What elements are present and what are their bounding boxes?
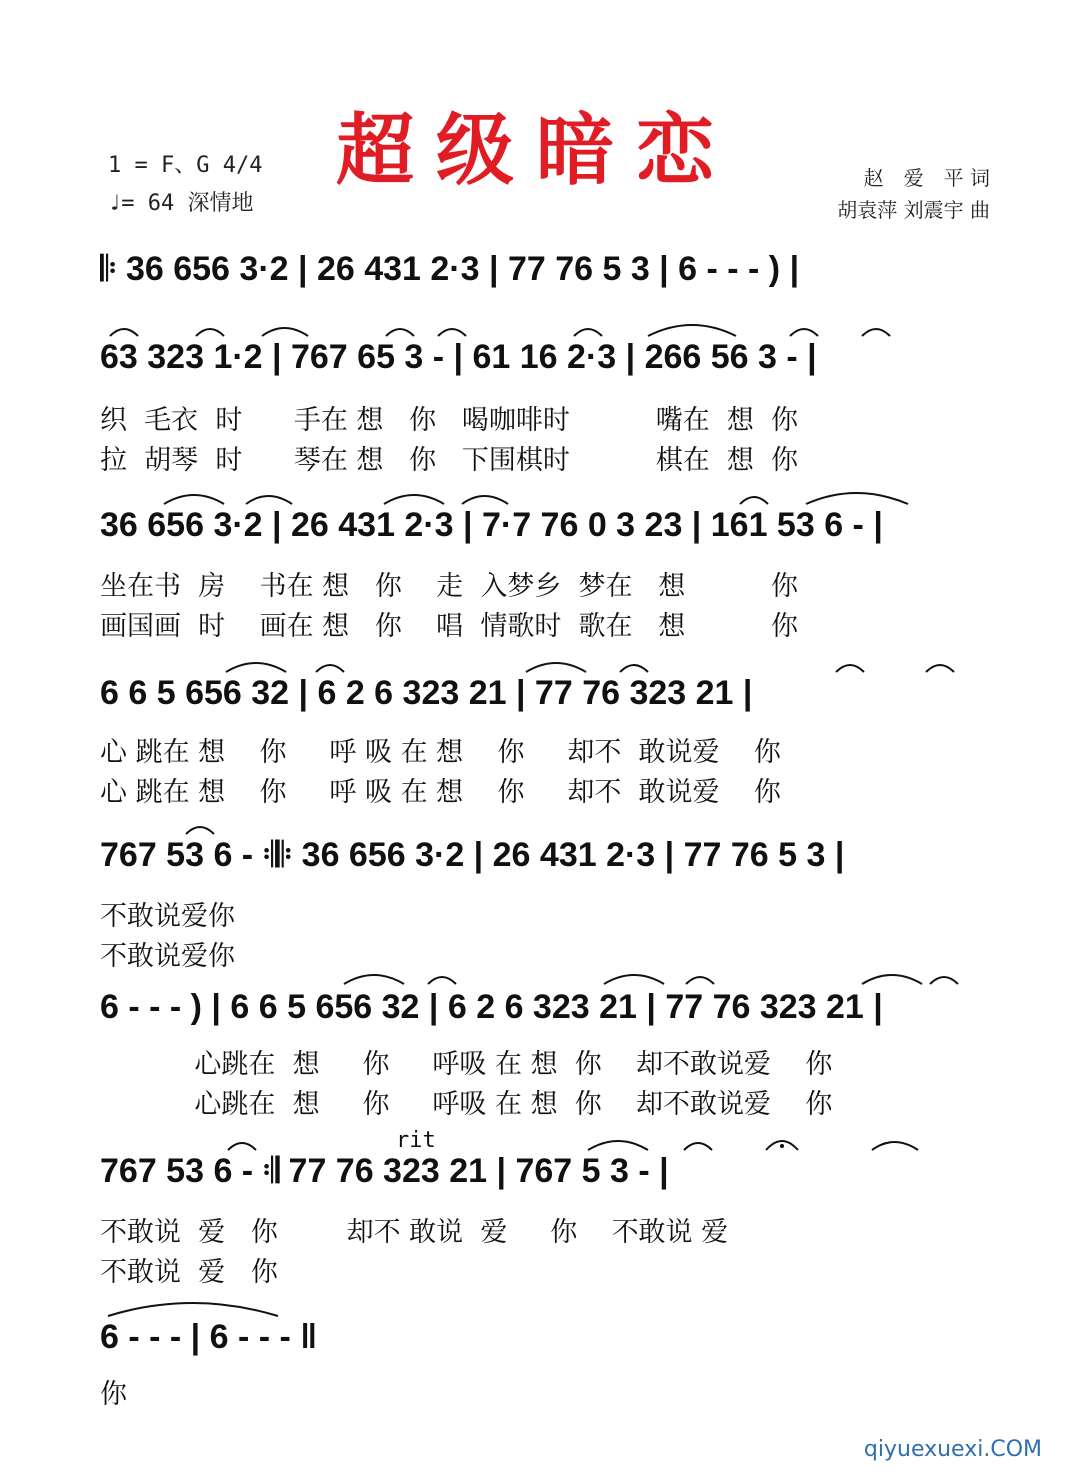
jianpu-notes: 36 656 3·2 | 26 431 2·3 | 7·7 76 0 3 23 | 161 53 6 - | <box>100 506 883 544</box>
jianpu-notes: 6 6 5 656 32 | 6 2 6 323 21 | 77 76 323 21 | <box>100 674 753 712</box>
slur-arc <box>588 1141 648 1150</box>
slur-arc <box>462 496 508 504</box>
jianpu-notes: 767 53 6 - 𝄇𝄆 36 656 3·2 | 26 431 2·3 | 77 76 5 3 | <box>100 836 845 874</box>
lyric-line: 不敢说爱你 <box>100 941 235 972</box>
fermata-dot <box>780 1144 784 1148</box>
slur-arc <box>686 977 714 984</box>
slur-arc <box>246 496 292 504</box>
lyric-line: 画国画 时 画在 想 你 唱 情歌时 歌在 想 你 <box>100 611 799 642</box>
slur-arc <box>790 329 818 336</box>
slur-arc <box>386 329 414 336</box>
jianpu-notes: 767 53 6 - 𝄇 77 76 323 21 | 767 5 3 - | <box>100 1152 669 1190</box>
jianpu-notes: 6 - - - ) | 6 6 5 656 32 | 6 2 6 323 21 | 77 76 323 21 | <box>100 988 883 1026</box>
lyric-line: 心跳在 想 你 呼吸 在 想 你 却不敢说爱 你 <box>100 1089 833 1120</box>
slur-arc <box>226 663 286 672</box>
slur-arc <box>836 665 864 672</box>
slur-arc <box>926 665 954 672</box>
page-title: 超级暗恋 <box>335 106 736 196</box>
slur-arc <box>164 495 224 504</box>
slur-arc <box>574 329 602 336</box>
lyric-line: 你 <box>100 1379 127 1410</box>
watermark: qiyuexuexi.COM <box>863 1437 1042 1462</box>
slur-arc <box>862 329 890 336</box>
slur-arc <box>930 977 958 984</box>
slur-arc <box>872 1142 918 1150</box>
composer-credit: 胡袁萍 刘震宇 曲 <box>837 198 990 222</box>
lyricist-credit: 赵 爱 平 词 <box>863 166 990 190</box>
key-signature: 1 = F、G 4/4 <box>108 153 263 178</box>
slur-arc <box>648 325 736 336</box>
slur-arc <box>110 329 138 336</box>
slur-arc <box>428 977 456 984</box>
jianpu-notes: 𝄆 36 656 3·2 | 26 431 2·3 | 77 76 5 3 | 6 - - - ) | <box>100 250 800 288</box>
slur-arc <box>806 493 908 504</box>
slur-arc <box>228 1143 256 1150</box>
slur-arc <box>684 1143 712 1150</box>
lyric-line: 拉 胡琴 时 琴在 想 你 下围棋时 棋在 想 你 <box>100 445 799 476</box>
slur-arc <box>526 663 586 672</box>
lyric-line: 心跳在 想 你 呼吸 在 想 你 却不敢说爱 你 <box>100 1049 833 1080</box>
lyric-line: 织 毛衣 时 手在 想 你 喝咖啡时 嘴在 想 你 <box>100 405 799 436</box>
lyric-line: 坐在书 房 书在 想 你 走 入梦乡 梦在 想 你 <box>100 571 799 602</box>
jianpu-notes: 6 - - - | 6 - - - ‖ <box>100 1318 318 1356</box>
slur-arc <box>620 665 648 672</box>
tie-arc <box>108 1303 278 1316</box>
lyric-line: 不敢说 爱 你 <box>100 1257 278 1288</box>
jianpu-notes: 63 323 1·2 | 767 65 3 - | 61 16 2·3 | 266 56 3 - | <box>100 338 817 376</box>
slur-arc <box>384 495 444 504</box>
lyric-line: 心 跳在 想 你 呼 吸 在 想 你 却不 敢说爱 你 <box>100 737 781 768</box>
quarter-note-icon: ♩ <box>108 191 122 216</box>
lyric-line: 心 跳在 想 你 呼 吸 在 想 你 却不 敢说爱 你 <box>100 777 781 808</box>
lyric-line: 不敢说爱你 <box>100 901 235 932</box>
slur-arc <box>438 329 466 336</box>
slur-arc <box>316 665 344 672</box>
tempo-text: = 64 深情地 <box>121 191 254 216</box>
slur-arc <box>262 328 308 336</box>
lyric-line: 不敢说 爱 你 却不 敢说 爱 你 不敢说 爱 <box>100 1217 729 1248</box>
slur-arc <box>344 975 404 984</box>
slur-arc <box>196 329 224 336</box>
slur-arc <box>862 975 922 984</box>
slur-arc <box>740 497 768 504</box>
slur-arc <box>604 975 664 984</box>
rit-mark: rit <box>396 1128 436 1153</box>
slur-arc <box>186 827 214 834</box>
